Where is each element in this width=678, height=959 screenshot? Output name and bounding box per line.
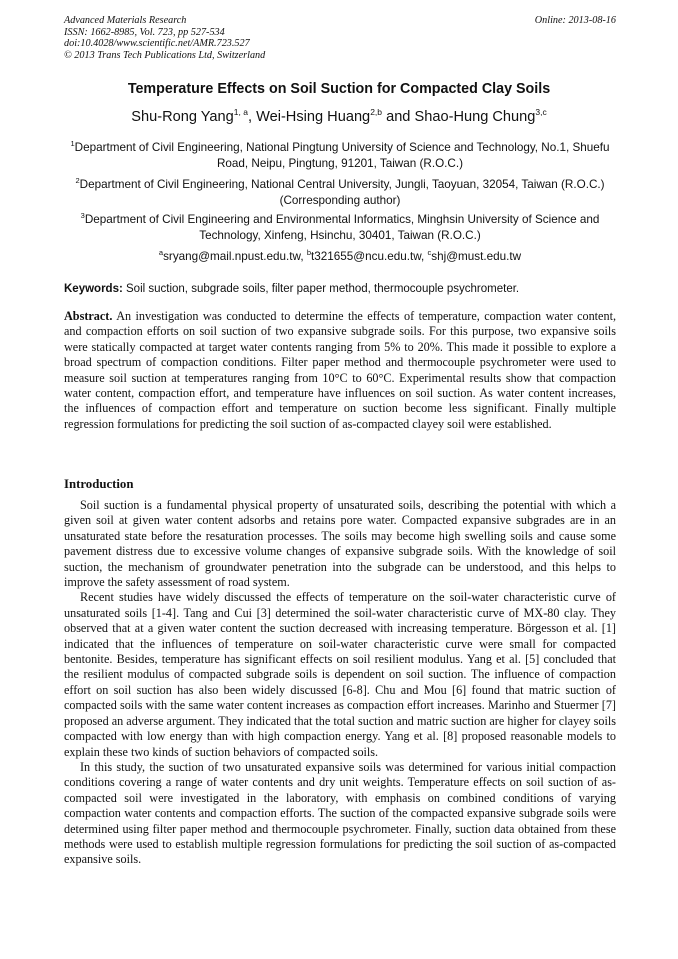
abstract-label: Abstract.	[64, 309, 113, 323]
journal-name: Advanced Materials Research	[64, 15, 187, 26]
keywords-label: Keywords:	[64, 283, 123, 295]
author-affiliation-marker: 2,b	[370, 107, 383, 117]
affiliation	[64, 136, 616, 173]
paper-title: Temperature Effects on Soil Suction for Compacted Clay Soils	[127, 81, 551, 97]
email-marker: a	[158, 248, 164, 257]
author-and: and	[386, 108, 411, 125]
copyright: © 2013 Trans Tech Publications Ltd, Switzerland	[64, 49, 266, 61]
section-heading-introduction: Introduction	[64, 477, 134, 491]
affiliation-marker: 3	[80, 211, 85, 220]
email-address[interactable]: shj@must.edu.tw	[431, 249, 522, 263]
abstract	[64, 309, 616, 432]
issn-volume: ISSN: 1662-8985, Vol. 723, pp 527-534	[64, 26, 225, 38]
author-name: Wei-Hsing Huang	[256, 108, 371, 125]
keywords	[64, 281, 616, 297]
affiliation	[64, 173, 616, 210]
introduction-body	[64, 498, 616, 868]
author-name: Shu-Rong Yang	[131, 108, 234, 125]
affiliation-marker: 1	[70, 139, 75, 148]
email-address[interactable]: sryang@mail.npust.edu.tw	[163, 249, 301, 263]
paragraph: Soil suction is a fundamental physical property of unsaturated soils, describing the potential with which a given soil at given water content adsorbs and retains pore water. Compacted expansive subgrades are in an unsaturated state before the resaturation processes. The soils may become high swelling soils and cause some pavement distress due to excessive volume changes of expansive subgrade soils. With the knowledge of soil suction, the mechanism of groundwater penetration into the subgrade can be understood, and this helps to improve the safety assessment of road system.	[64, 498, 616, 590]
paragraph: In this study, the suction of two unsaturated expansive soils was determined for various initial compaction conditions covering a range of water contents and dry unit weights. Temperature effects on soil suction of as-compacted soil were investigated in the laboratory, with emphasis on combined conditions of varying compaction water contents and compaction efforts. The suction of the compacted expansive subgrade soils were determined using filter paper method and thermocouple psychrometer. Finally, suction data obtained from these methods were used to establish multiple regression formulations for predicting the soil suction of as-compacted expansive soils.	[64, 759, 616, 867]
author-list	[40, 102, 638, 127]
author-separator: ,	[247, 108, 253, 125]
author-name: Shao-Hung Chung	[414, 108, 536, 125]
email-address[interactable]: t321655@ncu.edu.tw	[311, 249, 421, 263]
email-marker: c	[427, 248, 432, 257]
journal-header	[64, 15, 616, 61]
paragraph: Recent studies have widely discussed the effects of temperature on the soil-water characteristic curve of unsaturated soils [1-4]. Tang and Cui [3] determined the soil-water characteristic curve of MX-80 clay. They observed that at a given water content the suction decreased with increasing temperature. Börgesson et al. [1] indicated that the influences of temperature on soil-water characteristic curve were small for compacted bentonite. Besides, temperature has significant effects on soil resilient modulus. Yang et al. [5] concluded that the resilient modulus of compacted subgrade soils is dependent on soil suction. The influence of compaction effort on soil suction has also been widely discussed [6-8]. Chu and Mou [6] found that matric suction of compacted soils with the same water content increases as compaction effort increases. Marinho and Stuermer [7] proposed an adverse argument. They indicated that the total suction and matric suction are higher for clayey soils compacted with low energy than with high compaction energy. Yang et al. [8] proposed reasonable models to explain these two kinds of suction behaviors of compacted soils.	[64, 590, 616, 759]
email-marker: b	[306, 248, 311, 257]
email-separator: ,	[421, 249, 425, 263]
author-affiliation-marker: 1, a	[233, 107, 248, 117]
affiliation-text: Department of Civil Engineering and Environmental Informatics, Minghsin University of Science and Technology, Xinfeng, Hsinchu, 30401, Taiwan (R.O.C.)	[84, 212, 600, 243]
author-emails	[64, 245, 616, 265]
email-separator: ,	[300, 249, 304, 263]
doi: doi:10.4028/www.scientific.net/AMR.723.527	[64, 38, 250, 50]
keywords-text: Soil suction, subgrade soils, filter paper method, thermocouple psychrometer.	[126, 283, 520, 295]
online-date: Online: 2013-08-16	[534, 15, 616, 26]
author-affiliation-marker: 3,c	[535, 107, 547, 117]
affiliation-marker: 2	[75, 176, 80, 185]
affiliation-text: Department of Civil Engineering, National Central University, Jungli, Taoyuan, 32054, Taiwan (R.O.C.) (Corresponding author)	[79, 177, 605, 208]
affiliation-text: Department of Civil Engineering, National Pingtung University of Science and Technology, No.1, Shuefu Road, Neipu, Pingtung, 91201, Taiwan (R.O.C.)	[74, 140, 610, 171]
affiliation	[64, 208, 616, 245]
abstract-text: An investigation was conducted to determine the effects of temperature, compaction water content, and compaction efforts on soil suction of two expansive subgrade soils. For this purpose, two expansive soils were statically compacted at target water contents ranging from 5% to 20%. This made it possible to explore a broad spectrum of compaction conditions. Filter paper method and thermocouple psychrometer were used to measure soil suction at temperatures ranging from 10°C to 60°C. Experimental results show that compaction water content, compaction effort, and temperature have influences on soil suction. As water content increases, the influences of compaction effort and temperature on suction become less significant. Finally multiple regression formulations for predicting the soil suction of as-compacted clayey soil were established.	[64, 309, 616, 431]
